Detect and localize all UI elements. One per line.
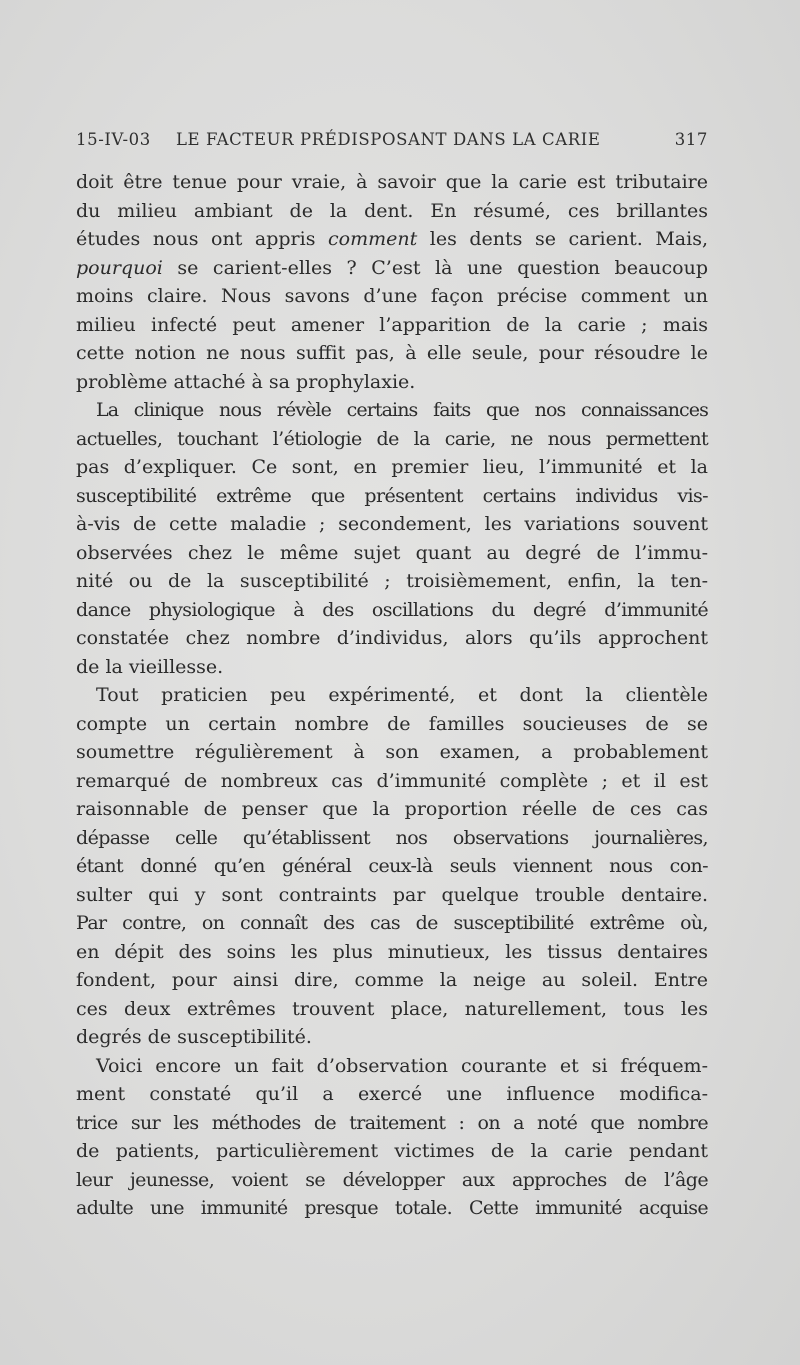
- text-line: trice sur les méthodes de traitement : on a noté que nombre: [76, 1111, 708, 1134]
- emphasis-pourquoi: pourquoi: [76, 256, 163, 279]
- text-line: de patients, particulièrement victimes de la carie pendant: [76, 1140, 708, 1162]
- text-line: raisonnable de penser que la proportion réelle de ces cas: [76, 798, 708, 820]
- text-line: du milieu ambiant de la dent. En résumé, ces brillantes: [76, 199, 708, 222]
- text-line: fondent, pour ainsi dire, comme la neige au soleil. Entre: [76, 969, 708, 991]
- text-line: leur jeunesse, voient se développer aux approches de l’âge: [76, 1168, 708, 1191]
- text-line: degrés de susceptibilité.: [76, 1026, 312, 1048]
- page-number: 317: [674, 130, 708, 149]
- text-line: pas d’expliquer. Ce sont, en premier lieu, l’immunité et la: [76, 456, 708, 478]
- text-line: dance physiologique à des oscillations du degré d’immunité: [76, 598, 708, 621]
- text-line: compte un certain nombre de familles soucieuses de se: [76, 712, 708, 735]
- text-line: en dépit des soins les plus minutieux, les tissus dentaires: [76, 940, 708, 963]
- text-line: actuelles, touchant l’étiologie de la carie, ne nous permettent: [76, 427, 708, 450]
- text-line: remarqué de nombreux cas d’immunité complète ; et il est: [76, 769, 708, 792]
- paragraph-start: Voici encore un fait d’observation courante et si fréquem-: [96, 1054, 708, 1077]
- text-line: ment constaté qu’il a exercé une influence modifica-: [76, 1083, 708, 1105]
- text-line: dépasse celle qu’établissent nos observations journalières,: [76, 826, 708, 849]
- text-line: milieu infecté peut amener l’apparition de la carie ; mais: [76, 313, 708, 336]
- text-line: cette notion ne nous suffit pas, à elle seule, pour résoudre le: [76, 342, 708, 364]
- header-date: 15-IV-03: [76, 130, 151, 149]
- paragraph-start: La clinique nous révèle certains faits que nos connaissances: [96, 399, 708, 421]
- text-line: soumettre régulièrement à son examen, a probablement: [76, 741, 708, 763]
- text-line: de la vieillesse.: [76, 655, 224, 678]
- text-line: pourquoi se carient-elles ? C’est là une question beaucoup: [76, 256, 708, 279]
- text-line: Par contre, on connaît des cas de susceptibilité extrême où,: [76, 912, 708, 934]
- text-line: adulte une immunité presque totale. Cette immunité acquise: [76, 1197, 708, 1219]
- text-line: nité ou de la susceptibilité ; troisièmement, enfin, la ten-: [76, 570, 708, 592]
- text-line: sulter qui y sont contraints par quelque trouble dentaire.: [76, 883, 708, 906]
- text-line: à-vis de cette maladie ; secondement, les variations souvent: [76, 513, 708, 535]
- paragraph-start: Tout praticien peu expérimenté, et dont la clientèle: [96, 684, 708, 706]
- text-line: ces deux extrêmes trouvent place, naturellement, tous les: [76, 997, 708, 1020]
- text-line: susceptibilité extrême que présentent certains individus vis-: [76, 484, 708, 507]
- body-text: [76, 168, 708, 1223]
- text-line: étant donné qu’en général ceux-là seuls viennent nous con-: [76, 855, 708, 877]
- text-line: observées chez le même sujet quant au degré de l’immu-: [76, 541, 708, 564]
- header-title: LE FACTEUR PRÉDISPOSANT DANS LA CARIE: [176, 130, 601, 149]
- text-line: problème attaché à sa prophylaxie.: [76, 370, 416, 393]
- emphasis-comment: comment: [328, 228, 418, 250]
- text-line: moins claire. Nous savons d’une façon précise comment un: [76, 285, 708, 307]
- text-line: constatée chez nombre d’individus, alors qu’ils approchent: [76, 627, 708, 649]
- text-line: études nous ont appris comment les dents se carient. Mais,: [76, 228, 708, 250]
- text-line: doit être tenue pour vraie, à savoir que la carie est tributaire: [76, 171, 708, 193]
